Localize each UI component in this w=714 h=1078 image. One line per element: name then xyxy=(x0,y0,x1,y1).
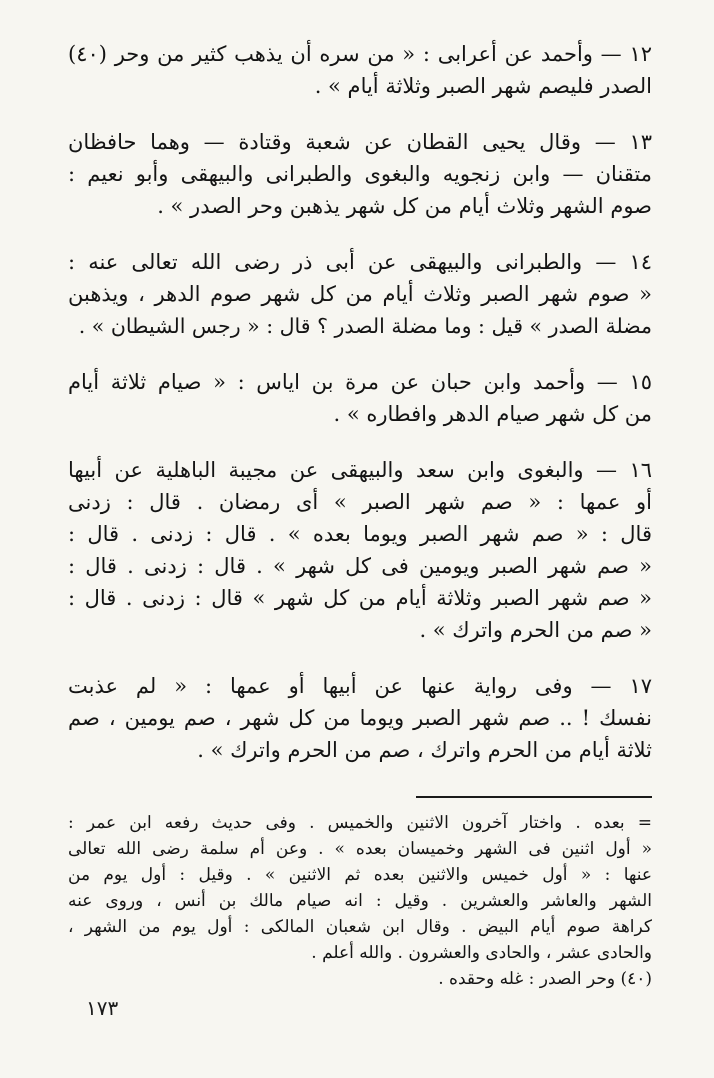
footnote-40: (٤٠) وحر الصدر : غله وحقده . xyxy=(438,969,652,989)
text-line: ١٢ — وأحمد عن أعرابى : « من سره أن يذهب كثير من وحر (٤٠) xyxy=(68,42,652,66)
footnote-line: والحادى عشر ، والحادى والعشرون . والله أعلم . xyxy=(311,943,652,963)
text-line: « صم شهر الصبر وثلاثة أيام من كل شهر » قال : زدنى . قال : xyxy=(68,586,652,610)
page-number: ١٧٣ xyxy=(86,996,119,1020)
footnote-line: الشهر والعاشر والعشرين . وقيل : انه صيام مالك بن أنس ، وروى عنه xyxy=(68,891,652,911)
text-line: صوم الشهر وثلاث أيام من كل شهر يذهبن وحر الصدر » . xyxy=(157,194,652,218)
text-line: من كل شهر صيام الدهر وافطاره » . xyxy=(333,402,652,426)
paragraph-17 xyxy=(68,670,652,766)
text-line: ١٣ — وقال يحيى القطان عن شعبة وقتادة — وهما حافظان xyxy=(68,130,652,154)
footnote-line: « أول اثنين فى الشهر وخميسان بعده » . وعن أم سلمة رضى الله تعالى xyxy=(68,839,652,859)
text-line: الصدر فليصم شهر الصبر وثلاثة أيام » . xyxy=(314,74,652,98)
footnotes xyxy=(68,810,652,992)
footnote-line: = بعده . واختار آخرون الاثنين والخميس . وفى حديث رفعه ابن عمر : xyxy=(68,813,652,833)
text-line: ثلاثة أيام من الحرم واترك ، صم من الحرم واترك » . xyxy=(197,738,652,762)
text-line: قال : « صم شهر الصبر ويوما بعده » . قال : زدنى . قال : xyxy=(68,522,652,546)
text-line: « صم من الحرم واترك » . xyxy=(419,618,652,642)
footnote-line: عنها : « أول خميس والاثنين بعده ثم الاثنين » . وقيل : أول يوم من xyxy=(68,865,652,885)
paragraph-16 xyxy=(68,454,652,646)
text-line: متقنان — وابن زنجويه والبغوى والطبرانى والبيهقى وأبو نعيم : xyxy=(68,162,652,186)
text-line: مضلة الصدر » قيل : وما مضلة الصدر ؟ قال : « رجس الشيطان » . xyxy=(78,314,652,338)
text-line: نفسك ! .. صم شهر الصبر ويوما من كل شهر ، صم يومين ، صم xyxy=(68,706,652,730)
footnote-separator xyxy=(416,796,652,798)
text-line: « صوم شهر الصبر وثلاث أيام من كل شهر صوم الدهر ، ويذهبن xyxy=(68,282,652,306)
text-line: ١٤ — والطبرانى والبيهقى عن أبى ذر رضى الله تعالى عنه : xyxy=(68,250,652,274)
paragraph-12 xyxy=(68,38,652,102)
text-line: ١٦ — والبغوى وابن سعد والبيهقى عن مجيبة الباهلية عن أبيها xyxy=(68,458,652,482)
text-line: ١٧ — وفى رواية عنها عن أبيها أو عمها : « لم عذبت xyxy=(68,674,652,698)
text-line: أو عمها : « صم شهر الصبر » أى رمضان . قال : زدنى xyxy=(68,490,652,514)
footnote-line: كراهة صوم أيام البيض . وقال ابن شعبان المالكى : أول يوم من الشهر ، xyxy=(68,917,652,937)
text-line: « صم شهر الصبر ويومين فى كل شهر » . قال : زدنى . قال : xyxy=(68,554,652,578)
page-body xyxy=(68,38,652,992)
text-line: ١٥ — وأحمد وابن حبان عن مرة بن اياس : « صيام ثلاثة أيام xyxy=(68,370,652,394)
paragraph-13 xyxy=(68,126,652,222)
paragraph-15 xyxy=(68,366,652,430)
paragraph-14 xyxy=(68,246,652,342)
